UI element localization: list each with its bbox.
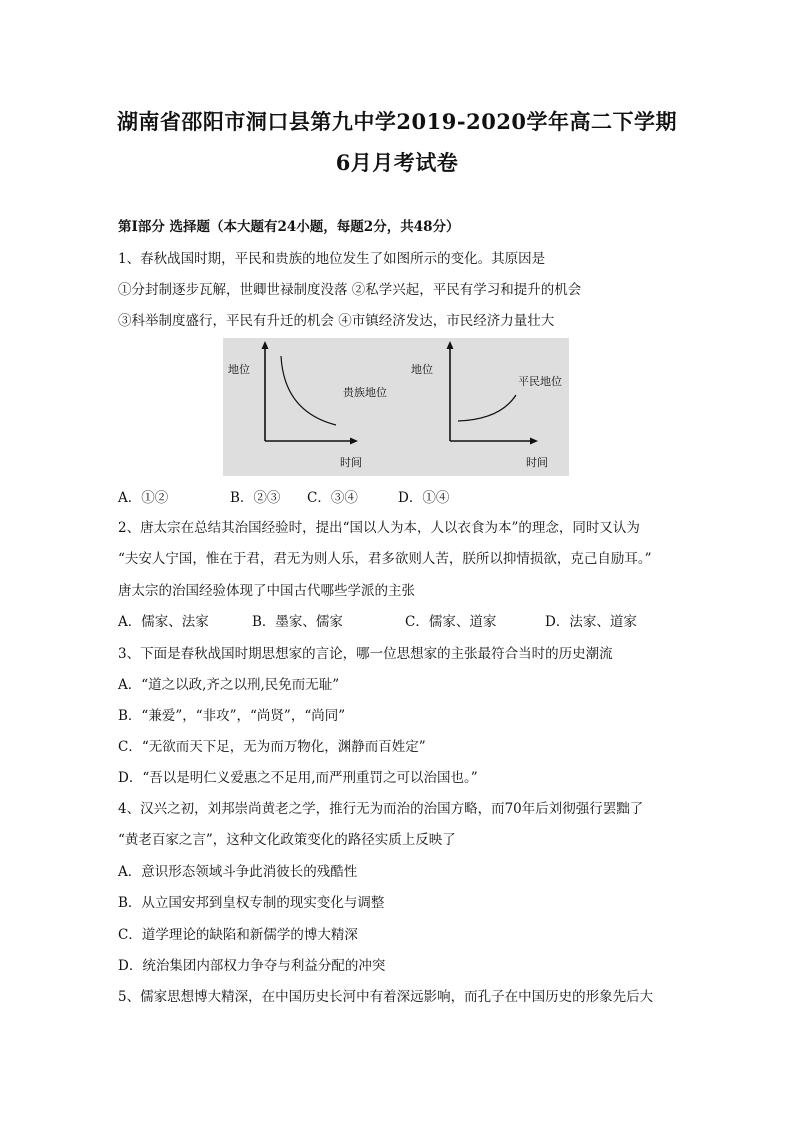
q1-items-line2: ③科举制度盛行，平民有升迁的机会 ④市镇经济发达，市民经济力量壮大: [118, 313, 555, 329]
q4-option-d: D．统治集团内部权力争夺与利益分配的冲突: [118, 958, 386, 974]
q1-option-d: D．①④: [398, 490, 450, 506]
commoner-curve-label: 平民地位: [518, 375, 562, 388]
q4-line2: “黄老百家之言”，这种文化政策变化的路径实质上反映了: [118, 832, 456, 848]
q4-option-b: B．从立国安邦到皇权专制的现实变化与调整: [118, 895, 385, 911]
q5-line1: 5、儒家思想博大精深，在中国历史长河中有着深远影响，而孔子在中国历史的形象先后大: [118, 989, 654, 1005]
q2-option-a: A．儒家、法家: [118, 614, 209, 630]
q1-option-b: B．②③: [230, 490, 281, 506]
q2-option-d: D．法家、道家: [545, 614, 637, 630]
left-ylabel: 地位: [228, 363, 250, 376]
q1-figure-svg: [223, 338, 569, 476]
q3-option-d: D．“吾以是明仁义爱惠之不足用,而严刑重罚之可以治国也。”: [118, 770, 478, 786]
right-x-arrow: [530, 438, 538, 445]
q1-stem: 1、春秋战国时期，平民和贵族的地位发生了如图所示的变化。其原因是: [118, 251, 546, 267]
q1-figure: [223, 338, 569, 476]
section-header: 第Ⅰ部分 选择题（本大题有24小题，每题2分，共48分）: [118, 219, 460, 235]
right-ylabel: 地位: [411, 363, 433, 376]
q3-option-c: C．“无欲而天下足，无为而万物化，渊静而百姓定”: [118, 739, 426, 755]
commoner-status-curve: [458, 395, 516, 421]
q3-option-a: A．“道之以政,齐之以刑,民免而无耻”: [118, 677, 340, 693]
q2-option-c: C．儒家、道家: [405, 614, 497, 630]
exam-title-line1: 湖南省邵阳市洞口县第九中学2019-2020学年高二下学期: [116, 109, 678, 134]
nobility-curve-label: 贵族地位: [343, 386, 387, 399]
q3-stem: 3、下面是春秋战国时期思想家的言论，哪一位思想家的主张最符合当时的历史潮流: [118, 646, 613, 662]
q4-line1: 4、汉兴之初，刘邦崇尚黄老之学，推行无为而治的治国方略，而70年后刘彻强行罢黜了: [118, 801, 644, 817]
right-xlabel: 时间: [526, 456, 548, 469]
q4-option-c: C．道学理论的缺陷和新儒学的博大精深: [118, 927, 358, 943]
q2-line2: “夫安人宁国，惟在于君，君无为则人乐，君多欲则人苦，朕所以抑情损欲，克己自励耳。”: [118, 551, 652, 567]
nobility-status-curve: [281, 356, 336, 425]
q2-line3: 唐太宗的治国经验体现了中国古代哪些学派的主张: [118, 583, 415, 599]
left-y-arrow: [262, 341, 269, 349]
exam-title-line2: 6月月考试卷: [335, 150, 459, 175]
q1-option-a: A．①②: [118, 490, 169, 506]
right-y-arrow: [447, 341, 454, 349]
q2-line1: 2、唐太宗在总结其治国经验时，提出“国以人为本，人以衣食为本”的理念，同时又认为: [118, 520, 640, 536]
q4-option-a: A．意识形态领域斗争此消彼长的残酷性: [118, 864, 358, 880]
left-x-arrow: [350, 438, 358, 445]
q3-option-b: B．“兼爱”，“非攻”，“尚贤”，“尚同”: [118, 708, 346, 724]
q1-option-c: C．③④: [307, 490, 358, 506]
left-xlabel: 时间: [340, 456, 362, 469]
q1-items-line1: ①分封制逐步瓦解，世卿世禄制度没落 ②私学兴起，平民有学习和提升的机会: [118, 282, 582, 298]
q2-option-b: B．墨家、儒家: [252, 614, 343, 630]
